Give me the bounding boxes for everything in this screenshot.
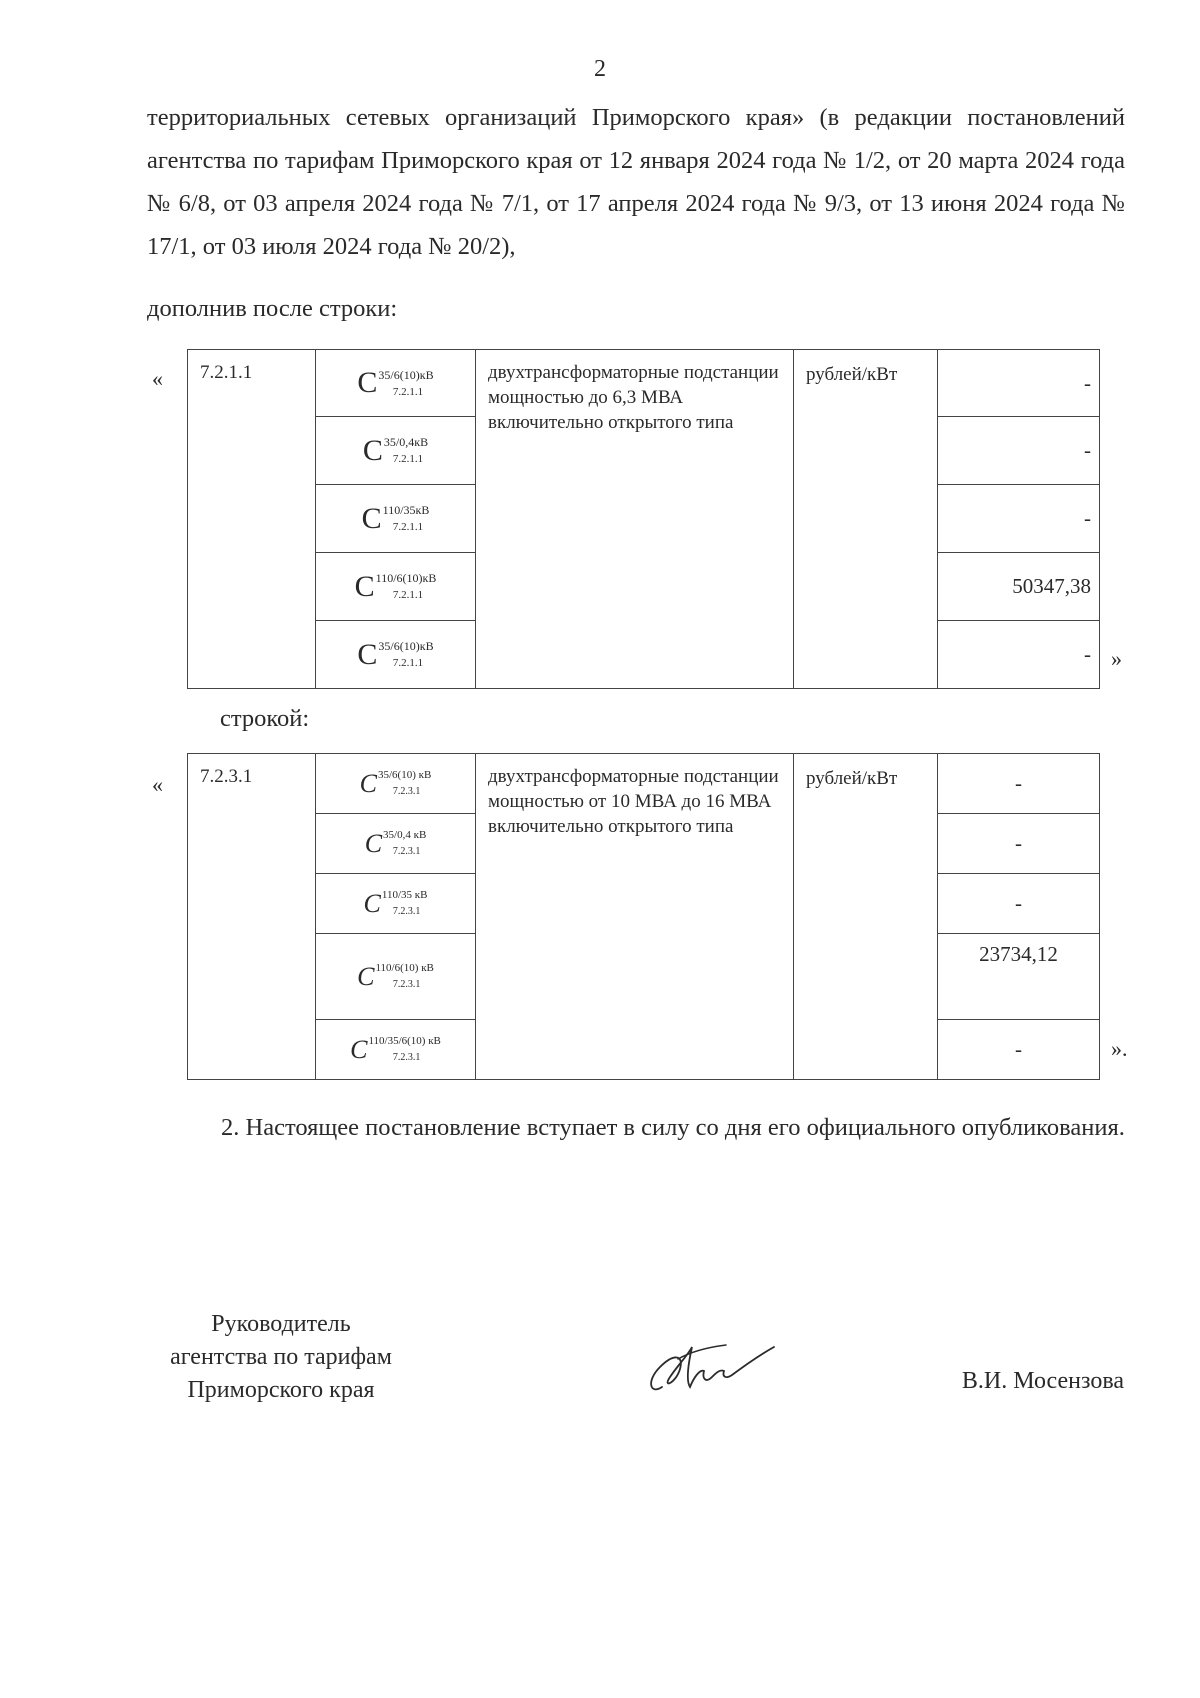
row-description: двухтрансформаторные подстанции мощностью до 6,3 МВА включительно открытого типа <box>476 350 794 689</box>
tariff-value: - <box>938 417 1100 485</box>
intro-last-line: дополнив после строки: <box>147 295 398 322</box>
tariff-symbol: C 110/35 кВ 7.2.3.1 <box>316 874 476 934</box>
tariff-value: - <box>938 814 1100 874</box>
tariff-value: - <box>938 621 1100 689</box>
row-unit: рублей/кВт <box>794 350 938 689</box>
quote-close-2: ». <box>1111 1036 1128 1061</box>
row-code: 7.2.1.1 <box>188 350 316 689</box>
tariff-value: - <box>938 874 1100 934</box>
quote-open-1: « <box>152 366 163 391</box>
tariff-symbol: C 35/6(10) кВ 7.2.3.1 <box>316 754 476 814</box>
tariff-symbol: C 110/6(10)кВ 7.2.1.1 <box>316 553 476 621</box>
tariff-value: 23734,12 <box>938 934 1100 1020</box>
quote-close-1: » <box>1111 646 1122 671</box>
quote-open-2: « <box>152 772 163 797</box>
tariff-table-2 <box>187 753 1100 1080</box>
tariff-value: - <box>938 350 1100 417</box>
row-description: двухтрансформаторные подстанции мощностью от 10 МВА до 16 МВА включительно открытого типа <box>476 754 794 1080</box>
signatory-name: В.И. Мосензова <box>961 1368 1124 1394</box>
tariff-value: 50347,38 <box>938 553 1100 621</box>
tariff-value: - <box>938 485 1100 553</box>
replacement-label: строкой: <box>220 705 310 732</box>
row-code: 7.2.3.1 <box>188 754 316 1080</box>
signatory-title: Руководитель агентства по тарифам Приморского края <box>170 1311 392 1403</box>
handwritten-signature <box>640 1325 780 1405</box>
intro-paragraph: территориальных сетевых организаций Приморского края» (в редакции постановлений агентства по тарифам Приморского края от 12 января 2024 года № 1/2, от 20 марта 2024 года № 6/8, от 03 апреля 2024 года № 7/1, от 17 апреля 2024 года № 9/3, от 13 июня 2024 года № 17/1, от 03 июля 2024 года № 20/2), <box>147 104 1125 260</box>
tariff-table-1 <box>187 349 1100 689</box>
tariff-symbol: C 35/0,4кВ 7.2.1.1 <box>316 417 476 485</box>
page-number: 2 <box>594 56 606 82</box>
tariff-symbol: C 110/35/6(10) кВ 7.2.3.1 <box>316 1020 476 1080</box>
tariff-value: - <box>938 754 1100 814</box>
row-unit: рублей/кВт <box>794 754 938 1080</box>
tariff-symbol: C 35/6(10)кВ 7.2.1.1 <box>316 621 476 689</box>
tariff-symbol: C 110/35кВ 7.2.1.1 <box>316 485 476 553</box>
tariff-value: - <box>938 1020 1100 1080</box>
item-2-paragraph: 2. Настоящее постановление вступает в силу со дня его официального опубликования. <box>221 1114 1125 1141</box>
tariff-symbol: C 35/0,4 кВ 7.2.3.1 <box>316 814 476 874</box>
tariff-symbol: C 110/6(10) кВ 7.2.3.1 <box>316 934 476 1020</box>
tariff-symbol: C 35/6(10)кВ 7.2.1.1 <box>316 350 476 417</box>
